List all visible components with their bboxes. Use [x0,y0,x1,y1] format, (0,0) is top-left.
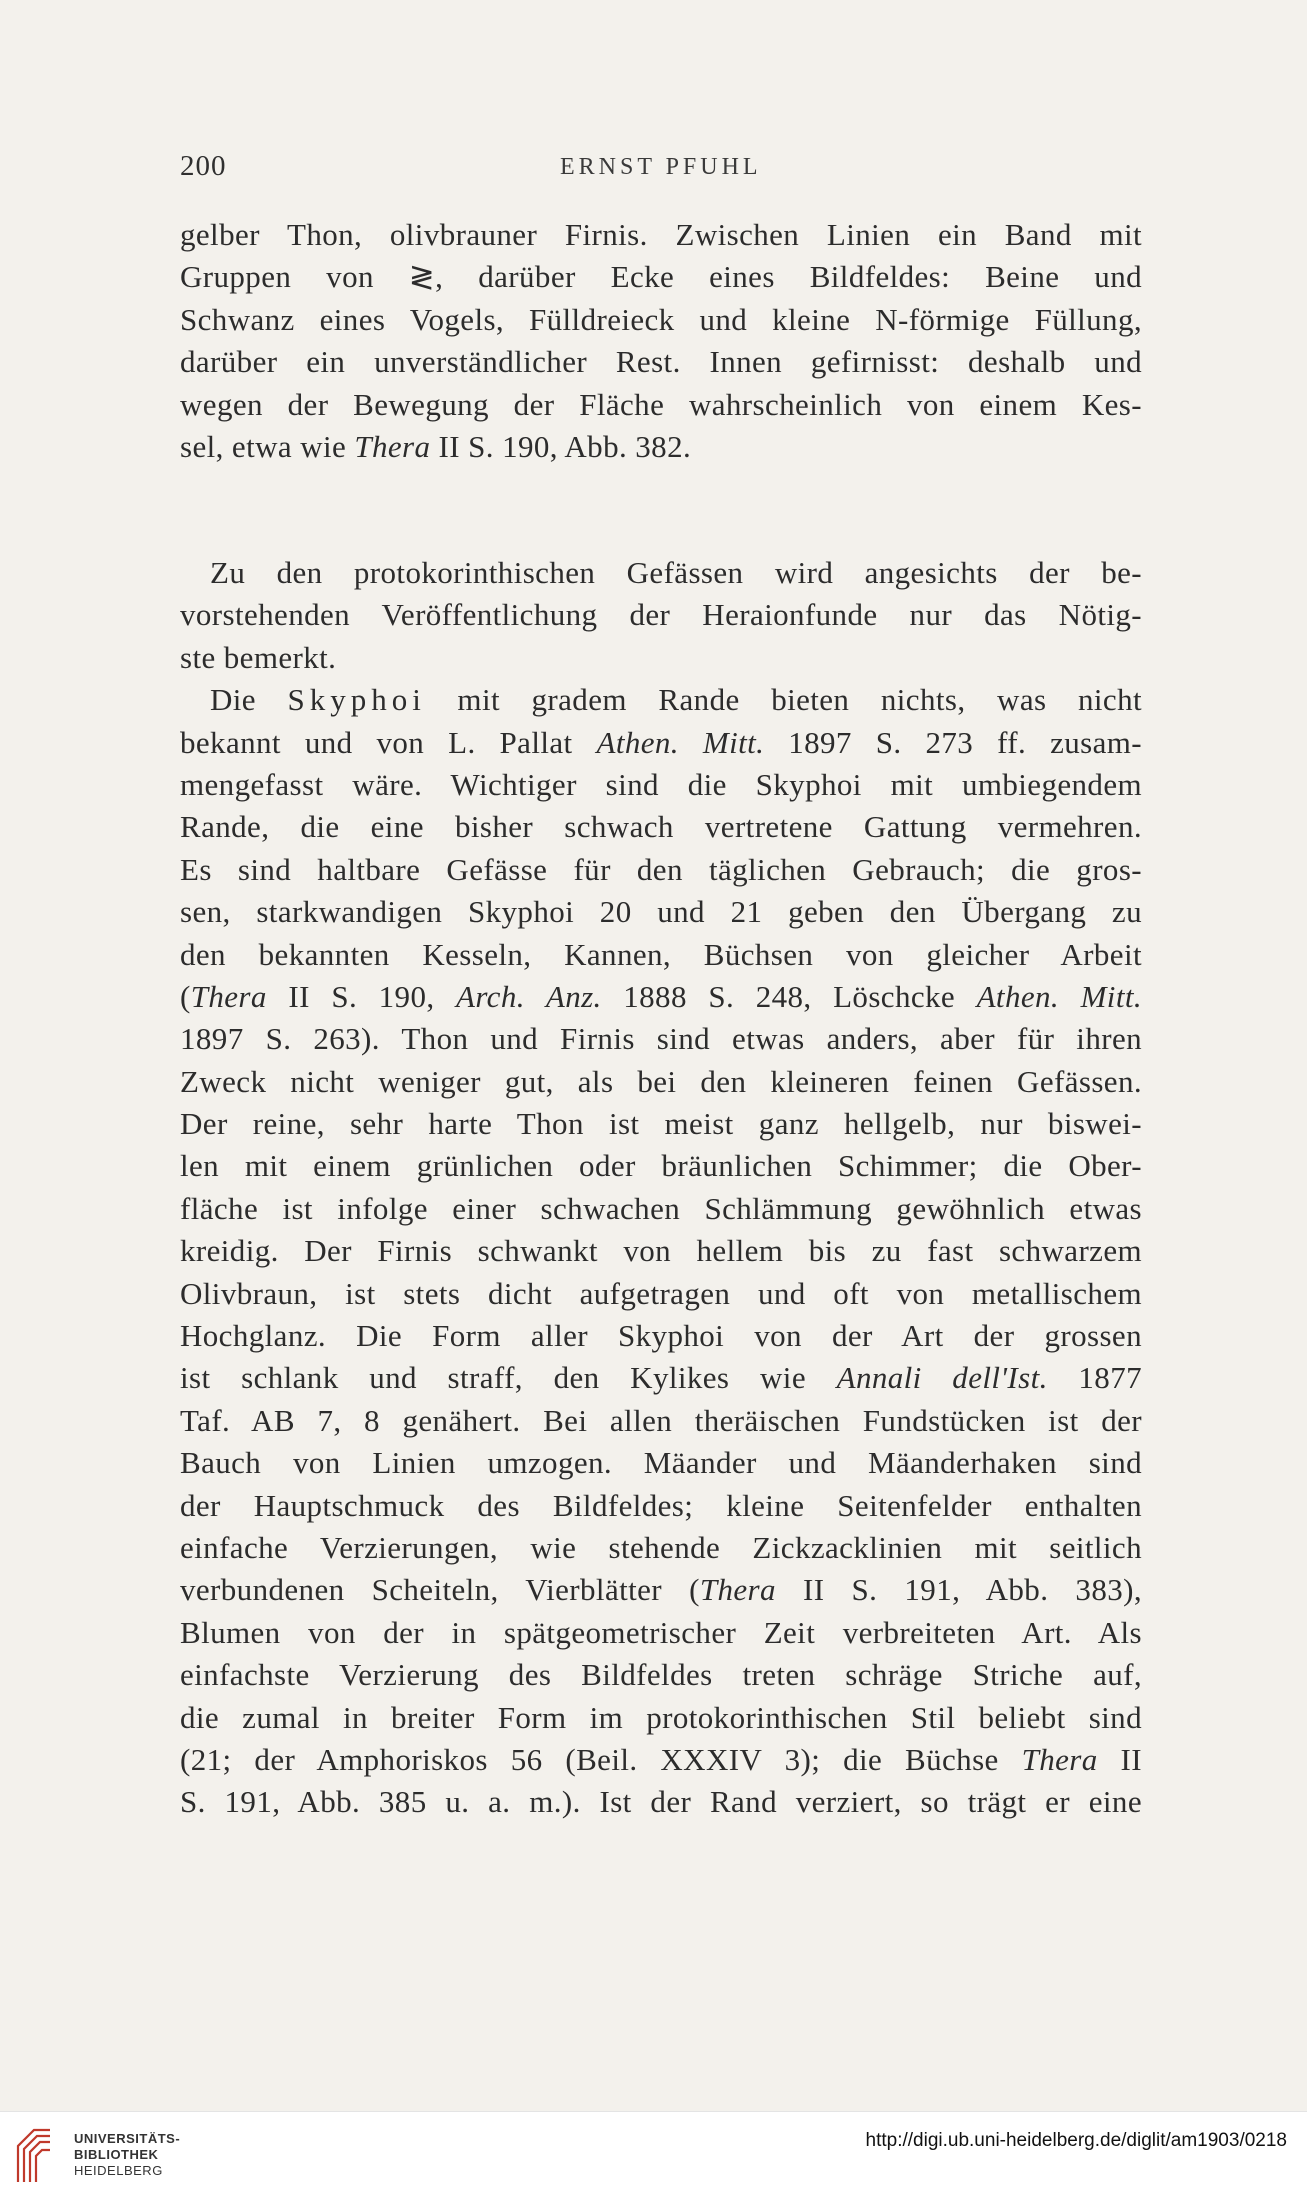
text-line: darüber ein unverständlicher Rest. Innen gefirnisst: deshalb und [180,344,1142,380]
citation-title: Arch. Anz. [456,978,602,1014]
text-line [180,1739,1142,1781]
text-line: Hochglanz. Die Form aller Skyphoi von der Art der grossen [180,1318,1142,1354]
citation-title: Athen. Mitt. [596,724,765,760]
text-span: 1888 S. 248, Löschcke [601,978,977,1014]
text-line: Taf. AB 7, 8 genähert. Bei allen theräischen Fundstücken ist der [180,1402,1142,1438]
text-line: den bekannten Kesseln, Kannen, Büchsen von gleicher Arbeit [180,936,1142,972]
library-name-line: HEIDELBERG [74,2163,163,2178]
text-span: sel, etwa wie [180,428,355,464]
text-line: die zumal in breiter Form im protokorinthischen Stil beliebt sind [180,1699,1142,1735]
text-line: sen, starkwandigen Skyphoi 20 und 21 geben den Übergang zu [180,894,1142,930]
paragraph-vessel-description [180,214,1142,468]
text-line: 1897 S. 263). Thon und Firnis sind etwas anders, aber für ihren [180,1021,1142,1057]
page-header [180,150,1147,190]
text-span: ( [180,978,191,1014]
text-line: vorstehenden Veröffentlichung der Heraionfunde nur das Nötig- [180,597,1142,633]
text-span: verbundenen Scheiteln, Vierblätter ( [180,1572,700,1608]
text-line: einfache Verzierungen, wie stehende Zickzacklinien mit seitlich [180,1529,1142,1565]
text-line [180,976,1142,1018]
text-line: mengefasst wäre. Wichtiger sind die Skyphoi mit umbiegendem [180,766,1142,802]
text-span: Die [210,682,288,718]
text-line: fläche ist infolge einer schwachen Schlämmung gewöhnlich etwas [180,1190,1142,1226]
text-line: gelber Thon, olivbrauner Firnis. Zwischen Linien ein Band mit [180,217,1142,252]
text-line: S. 191, Abb. 385 u. a. m.). Ist der Rand verziert, so trägt er eine [180,1784,1142,1820]
text-line: kreidig. Der Firnis schwankt von hellem bis zu fast schwarzem [180,1233,1142,1269]
citation-title: Athen. Mitt. [976,978,1142,1014]
digitization-footer [0,2111,1307,2204]
text-line: Bauch von Linien umzogen. Mäander und Mäanderhaken sind [180,1445,1142,1481]
text-line: Der reine, sehr harte Thon ist meist ganz hellgelb, nur biswei- [180,1106,1142,1142]
citation-title: Thera [699,1572,776,1608]
text-span: mit gradem Rande bieten nichts, was nicht [425,682,1142,718]
text-line: Schwanz eines Vogels, Fülldreieck und kleine N-förmige Füllung, [180,301,1142,337]
library-name [74,2131,180,2179]
running-head: ERNST PFUHL [560,154,762,180]
spaced-term: Skyphoi [287,682,426,718]
text-line: len mit einem grünlichen oder bräunlichen Schimmer; die Ober- [180,1148,1142,1184]
text-line: einfachste Verzierung des Bildfeldes treten schräge Striche auf, [180,1657,1142,1693]
text-line [180,1569,1142,1611]
text-span: II S. 190, [266,978,457,1014]
text-line: Zweck nicht weniger gut, als bei den kleineren feinen Gefässen. [180,1063,1142,1099]
text-line [180,1357,1142,1399]
text-line: Rande, die eine bisher schwach vertretene Gattung vermehren. [180,809,1142,845]
text-span: ist schlank und straff, den Kylikes wie [180,1360,837,1396]
page-number: 200 [180,150,227,182]
library-logo-icon [14,2126,54,2184]
text-line: Zu den protokorinthischen Gefässen wird angesichts der be- [210,555,1142,590]
library-name-line: BIBLIOTHEK [74,2147,159,2162]
text-span: II S. 190, Abb. 382. [430,428,692,464]
text-line: der Hauptschmuck des Bildfeldes; kleine Seitenfelder enthalten [180,1487,1142,1523]
text-span: (21; der Amphoriskos 56 (Beil. XXXIV 3); die Büchse [180,1741,1022,1777]
text-line: Olivbraun, ist stets dicht aufgetragen und oft von metallischem [180,1275,1142,1311]
text-line: Es sind haltbare Gefässe für den täglichen Gebrauch; die gros- [180,851,1142,887]
permalink-url[interactable]: http://digi.ub.uni-heidelberg.de/diglit/am1903/0218 [865,2130,1287,2151]
citation-title: Thera [354,428,431,464]
library-name-line: UNIVERSITÄTS- [74,2131,181,2146]
citation-title: Annali dell'Ist. [836,1360,1048,1396]
text-span: II S. 191, Abb. 383), [775,1572,1143,1608]
text-line [180,679,1142,721]
text-span: II [1097,1741,1142,1777]
text-line: ste bemerkt. [180,639,337,675]
text-span: bekannt und von L. Pallat [180,724,597,760]
text-span: 1897 S. 273 ff. zusam- [764,724,1142,760]
text-line: Gruppen von ≷, darüber Ecke eines Bildfeldes: Beine und [180,259,1142,295]
text-span: 1877 [1047,1360,1142,1396]
text-line [180,722,1142,764]
paragraph-body [180,552,1142,1824]
citation-title: Thera [1021,1741,1098,1777]
text-line: Blumen von der in spätgeometrischer Zeit verbreiteten Art. Als [180,1614,1142,1650]
text-line: wegen der Bewegung der Fläche wahrscheinlich von einem Kes- [180,386,1142,422]
text-line [180,426,1142,468]
citation-title: Thera [190,978,267,1014]
